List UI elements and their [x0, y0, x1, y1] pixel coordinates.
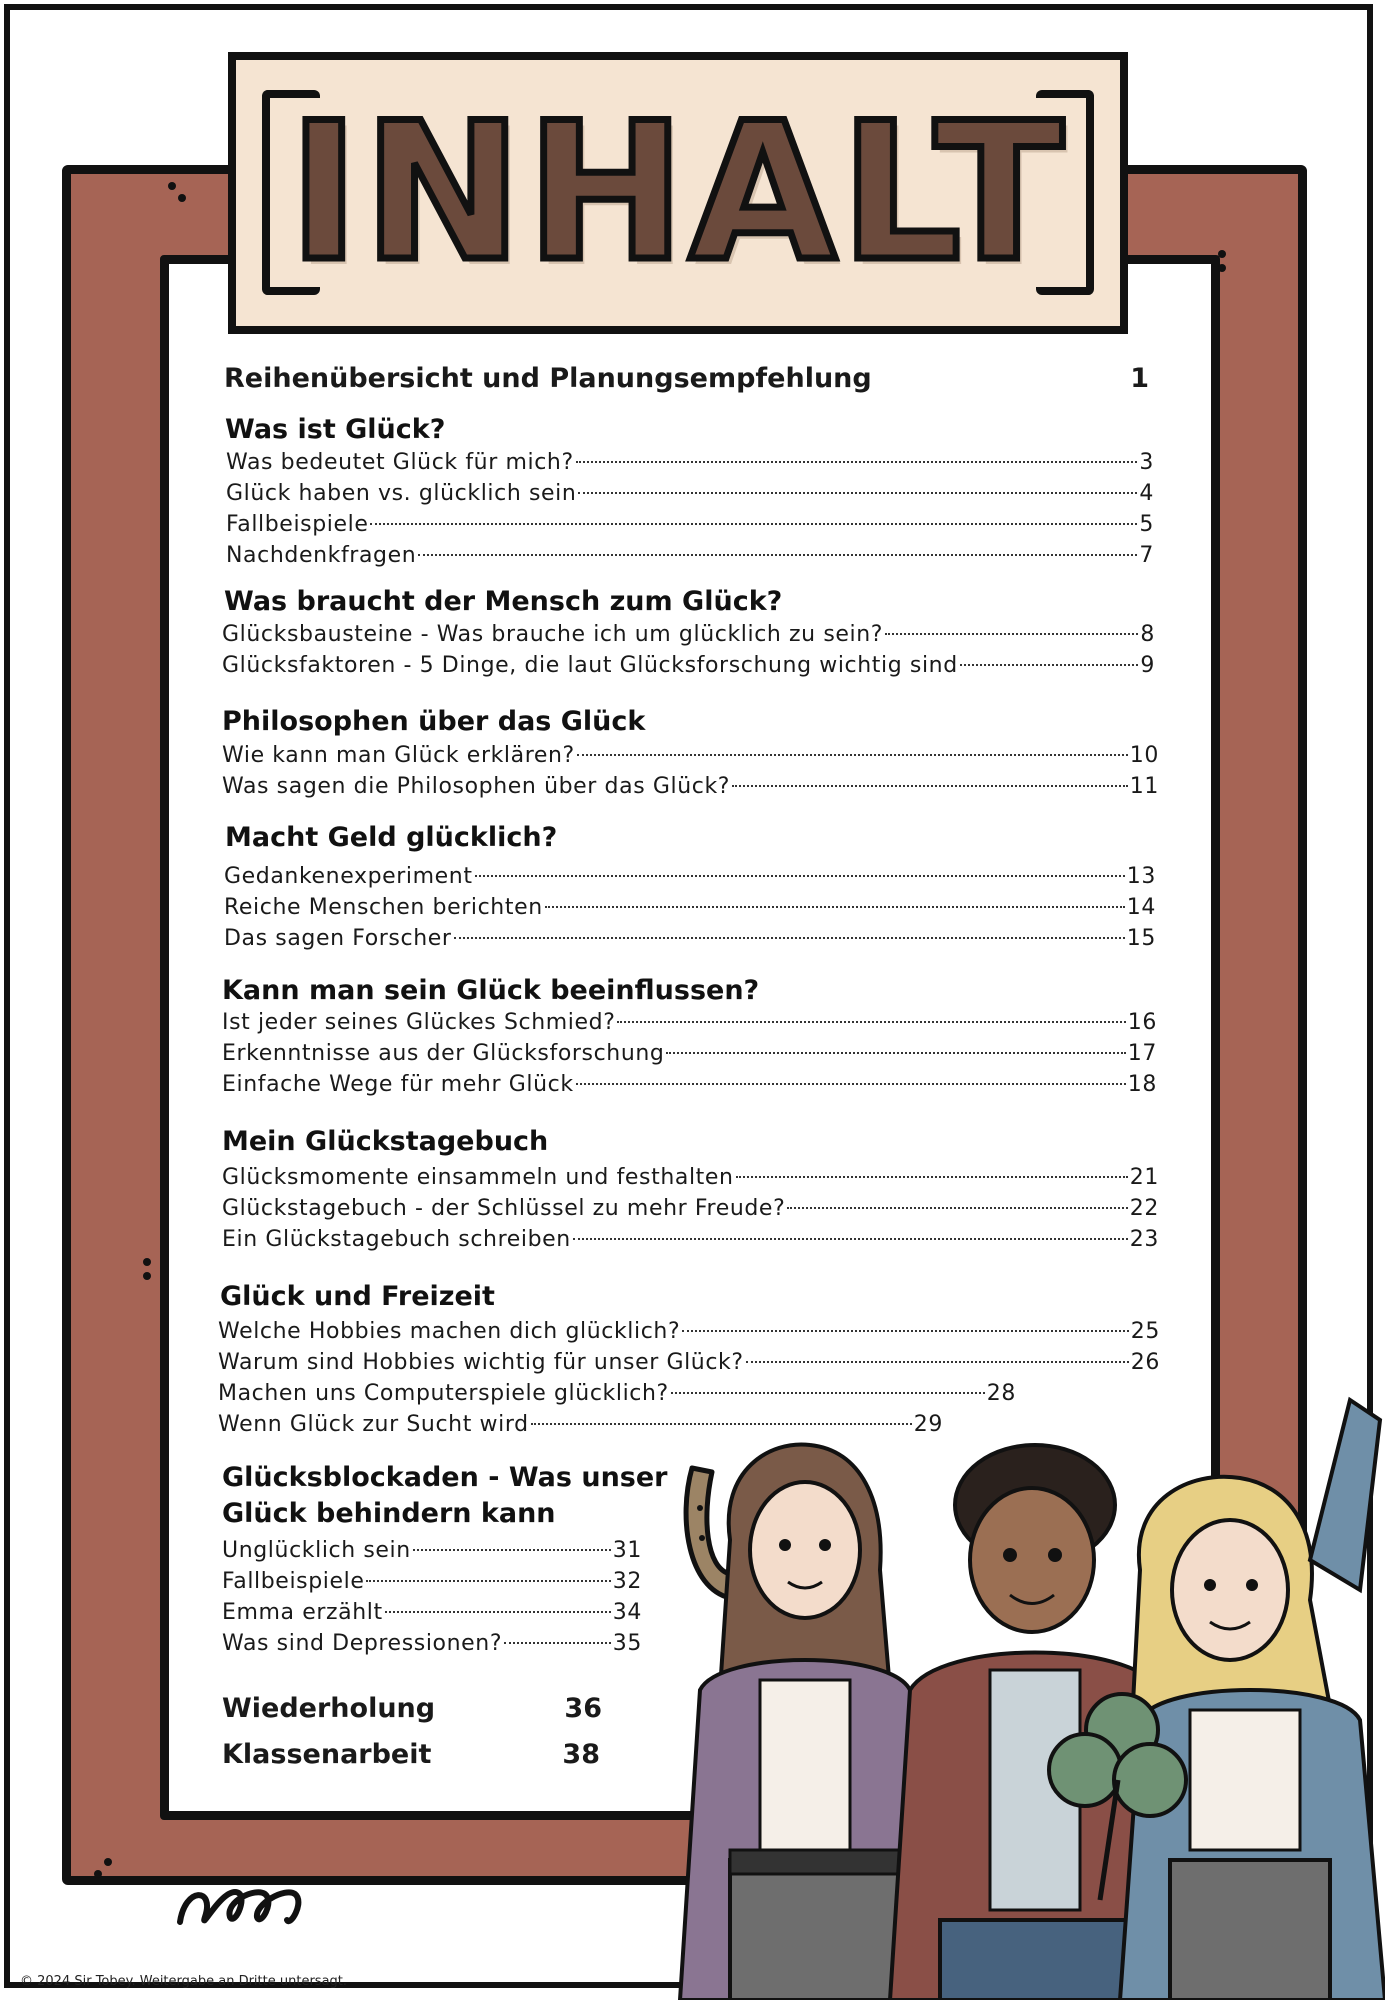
entry-label: Was sind Depressionen?	[222, 1631, 503, 1656]
toc-entry	[222, 1227, 1159, 1257]
entry-page: 8	[1140, 622, 1155, 647]
girl-left-figure	[680, 1444, 930, 2000]
section-heading: Kann man sein Glück beeinflussen?	[222, 975, 760, 1006]
entry-page: 34	[612, 1600, 642, 1625]
entry-label: Reiche Menschen berichten	[224, 895, 543, 920]
page-title: INHALT	[288, 82, 1068, 303]
entry-page: 1	[1130, 363, 1149, 394]
entry-label: Nachdenkfragen	[226, 543, 417, 568]
entry-page: 25	[1130, 1319, 1160, 1344]
entry-page: 5	[1139, 512, 1154, 537]
toc-entry	[222, 622, 1155, 652]
section-heading: Glück behindern kann	[222, 1498, 556, 1529]
entry-page: 7	[1139, 543, 1154, 568]
entry-label: Wiederholung	[222, 1693, 436, 1724]
entry-page: 10	[1129, 743, 1159, 768]
entry-page: 18	[1127, 1072, 1157, 1097]
entry-page: 3	[1139, 450, 1154, 475]
entry-label: Glücksbausteine - Was brauche ich um glücklich zu sein?	[222, 622, 884, 647]
teenagers-illustration	[660, 1360, 1385, 2000]
entry-label: Ist jeder seines Glückes Schmied?	[222, 1010, 616, 1035]
toc-entry	[222, 1600, 642, 1630]
entry-label: Unglücklich sein	[222, 1538, 411, 1563]
toc-entry	[222, 1196, 1159, 1226]
entry-label: Glückstagebuch - der Schlüssel zu mehr Freude?	[222, 1196, 786, 1221]
frame-dot-decoration	[1218, 250, 1226, 258]
entry-label: Glücksmomente einsammeln und festhalten	[222, 1165, 734, 1190]
entry-page: 15	[1126, 926, 1156, 951]
entry-page: 29	[913, 1412, 943, 1437]
title-banner	[228, 52, 1128, 334]
frame-dot-decoration	[143, 1272, 151, 1280]
section-heading: Macht Geld glücklich?	[225, 822, 558, 853]
toc-entry	[222, 1165, 1159, 1195]
section-heading: Mein Glückstagebuch	[222, 1126, 549, 1157]
entry-label: Gedankenexperiment	[224, 864, 473, 889]
toc-entry	[222, 1010, 1157, 1040]
entry-label: Machen uns Computerspiele glücklich?	[218, 1381, 669, 1406]
entry-label: Reihenübersicht und Planungsempfehlung	[224, 363, 872, 394]
section-heading: Was braucht der Mensch zum Glück?	[224, 586, 783, 617]
toc-entry	[224, 926, 1156, 956]
entry-page: 23	[1129, 1227, 1159, 1252]
entry-label: Was bedeutet Glück für mich?	[226, 450, 574, 475]
toc-final-entry	[222, 1693, 602, 1724]
toc-entry	[226, 450, 1154, 480]
toc-entry	[226, 512, 1154, 542]
toc-entry	[222, 774, 1159, 804]
entry-label: Das sagen Forscher	[224, 926, 452, 951]
toc-entry	[222, 1072, 1157, 1102]
section-heading: Glücksblockaden - Was unser	[222, 1462, 668, 1493]
toc-entry	[222, 1569, 642, 1599]
entry-page: 31	[612, 1538, 642, 1563]
entry-label: Glück haben vs. glücklich sein	[226, 481, 577, 506]
entry-label: Welche Hobbies machen dich glücklich?	[218, 1319, 681, 1344]
entry-page: 17	[1127, 1041, 1157, 1066]
frame-dot-decoration	[104, 1858, 112, 1866]
toc-entry	[222, 1631, 642, 1661]
entry-label: Wenn Glück zur Sucht wird	[218, 1412, 529, 1437]
entry-label: Einfache Wege für mehr Glück	[222, 1072, 574, 1097]
entry-page: 28	[986, 1381, 1016, 1406]
entry-page: 14	[1126, 895, 1156, 920]
entry-label: Glücksfaktoren - 5 Dinge, die laut Glücksforschung wichtig sind	[222, 653, 958, 678]
entry-page: 11	[1129, 774, 1159, 799]
entry-page: 36	[564, 1693, 602, 1724]
toc-final-entry	[222, 1739, 600, 1770]
toc-entry	[222, 1041, 1157, 1071]
entry-page: 21	[1129, 1165, 1159, 1190]
toc-entry	[222, 653, 1155, 683]
entry-page: 35	[612, 1631, 642, 1656]
frame-dot-decoration	[94, 1870, 102, 1878]
entry-page: 16	[1127, 1010, 1157, 1035]
entry-page: 22	[1129, 1196, 1159, 1221]
frame-dot-decoration	[178, 194, 186, 202]
toc-entry	[224, 864, 1156, 894]
entry-page: 26	[1130, 1350, 1160, 1375]
section-heading: Was ist Glück?	[225, 414, 446, 445]
girl-right-figure	[1120, 1400, 1385, 2000]
entry-page: 13	[1126, 864, 1156, 889]
toc-entry	[222, 1538, 642, 1568]
entry-label: Emma erzählt	[222, 1600, 383, 1625]
entry-label: Wie kann man Glück erklären?	[222, 743, 575, 768]
entry-label: Fallbeispiele	[222, 1569, 365, 1594]
toc-main-entry	[224, 363, 1149, 399]
entry-page: 38	[562, 1739, 600, 1770]
entry-label: Was sagen die Philosophen über das Glück?	[222, 774, 731, 799]
section-heading: Glück und Freizeit	[220, 1281, 495, 1312]
frame-dot-decoration	[143, 1258, 151, 1266]
entry-label: Erkenntnisse aus der Glücksforschung	[222, 1041, 665, 1066]
entry-page: 4	[1139, 481, 1154, 506]
toc-entry	[226, 543, 1154, 573]
entry-label: Warum sind Hobbies wichtig für unser Glück?	[218, 1350, 744, 1375]
toc-entry	[218, 1319, 1160, 1349]
toc-entry	[224, 895, 1156, 925]
entry-label: Klassenarbeit	[222, 1739, 432, 1770]
loop-doodle-icon	[175, 1882, 325, 1932]
frame-dot-decoration	[168, 182, 176, 190]
entry-page: 32	[612, 1569, 642, 1594]
entry-label: Fallbeispiele	[226, 512, 369, 537]
entry-label: Ein Glückstagebuch schreiben	[222, 1227, 571, 1252]
entry-page: 9	[1140, 653, 1155, 678]
frame-dot-decoration	[1218, 264, 1226, 272]
toc-entry	[222, 743, 1159, 773]
section-heading: Philosophen über das Glück	[222, 706, 646, 737]
toc-entry	[226, 481, 1154, 511]
copyright-notice: © 2024 Sir Tobey. Weitergabe an Dritte untersagt.	[20, 1974, 348, 1989]
